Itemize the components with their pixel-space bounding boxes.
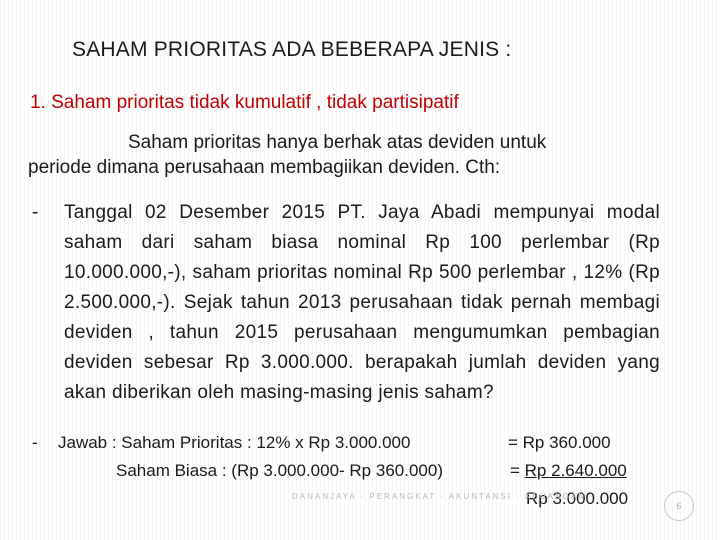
bullet-dash: - (32, 202, 39, 223)
answer-total: Rp 3.000.000 (526, 489, 629, 508)
example-text: Tanggal 02 Desember 2015 PT. Jaya Abadi mempunyai modal saham dari saham biasa nominal Rp 100 perlembar (Rp 10.000.000,-), saham prioritas nominal Rp 500 perlembar , 12% (Rp 2.500.000,-). Sejak tahun 2013 perusahaan tidak pernah membagi deviden , tahun 2015 perusahaan mengumumkan pembagian deviden sebesar Rp 3.000.000. berapakah jumlah deviden yang akan diberikan oleh masing-masing jenis saham? (64, 202, 660, 403)
page-number: 6 (676, 501, 682, 511)
answer-line-1-label: Jawab : Saham Prioritas : 12% x Rp 3.000.000 (58, 433, 411, 452)
answer-line-2-value (510, 458, 627, 484)
paragraph-line-1: Saham prioritas hanya berhak atas deviden untuk (128, 132, 547, 153)
answer-line-2-amount: Rp 2.640.000 (524, 461, 627, 480)
slide-title: SAHAM PRIORITAS ADA BEBERAPA JENIS : (72, 38, 512, 61)
section-subtitle: 1. Saham prioritas tidak kumulatif , tidak partisipatif (30, 92, 459, 113)
bullet-dash: - (32, 433, 38, 452)
paragraph-line-2: periode dimana perusahaan membagiikan deviden. Cth: (28, 157, 501, 178)
answer-line-1-value: = Rp 360.000 (508, 433, 611, 452)
equals-sign: = (510, 461, 525, 480)
slide-footer: DANANJAYA · PERANGKAT · AKUNTANSI · KEUANGAN (292, 492, 586, 501)
page-number-badge (664, 491, 694, 521)
intro-paragraph (28, 130, 668, 180)
answer-line-2-label: Saham Biasa : (Rp 3.000.000- Rp 360.000) (116, 461, 443, 480)
